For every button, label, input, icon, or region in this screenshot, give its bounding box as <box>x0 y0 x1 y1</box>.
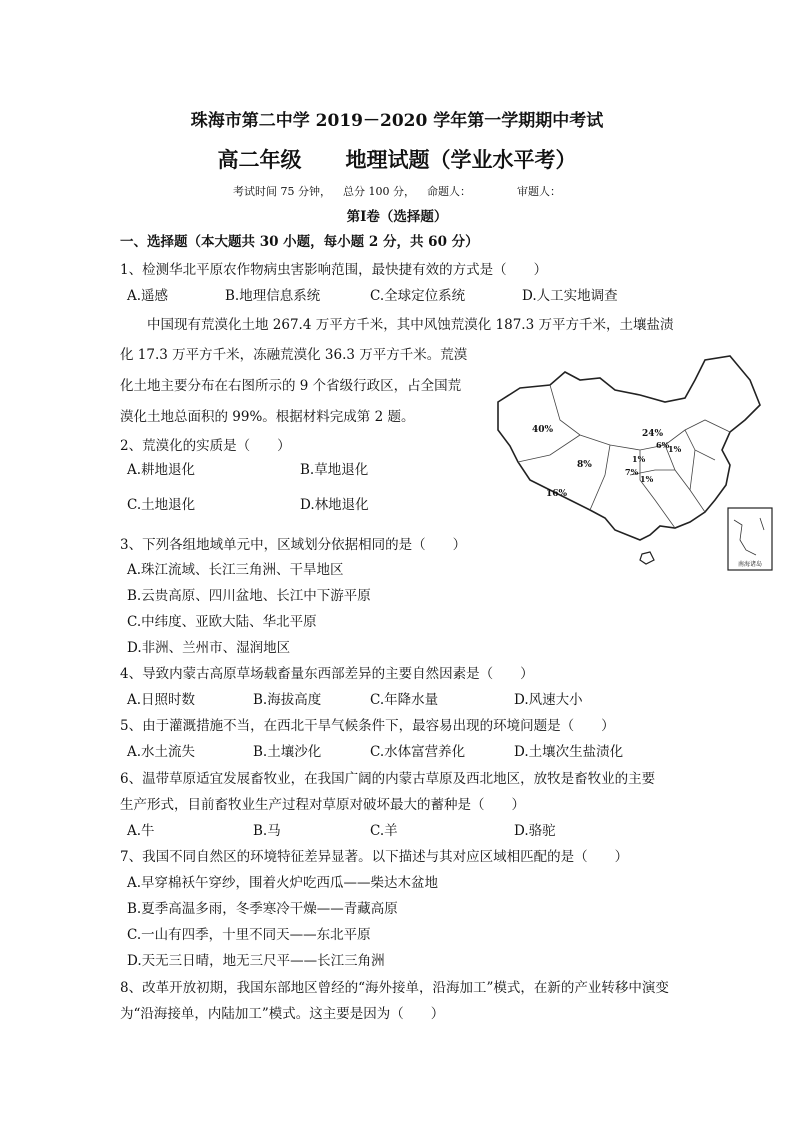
exam-title <box>0 144 794 174</box>
question-1-stem: 1、检测华北平原农作物病虫害影响范围，最快捷有效的方式是（ ） <box>120 262 548 278</box>
q5-option-b[interactable]: B.土壤沙化 <box>253 744 322 760</box>
inset-label: 南海诸岛 <box>737 561 763 568</box>
q3-option-c[interactable]: C.中纬度、亚欧大陆、华北平原 <box>127 614 317 630</box>
q2-option-c[interactable]: C.土地退化 <box>127 497 196 513</box>
q4-option-c[interactable]: C.年降水量 <box>370 692 439 708</box>
map-label-shaanxi: 1% <box>640 474 654 484</box>
question-8-stem-line-2: 为“沿海接单，内陆加工”模式。这主要是因为（ ） <box>120 1006 445 1022</box>
q1-option-a[interactable]: A.遥感 <box>127 288 169 304</box>
material-line-4: 漠化土地总面积的 99%。根据材料完成第 2 题。 <box>120 409 415 425</box>
map-label-qinghai: 8% <box>577 460 592 470</box>
question-8-stem-line-1: 8、改革开放初期，我国东部地区曾经的“海外接单，沿海加工”模式，在新的产业转移中演变 <box>120 980 669 996</box>
school-title: 珠海市第二中学 2019－2020 学年第一学期期中考试 <box>190 111 604 131</box>
map-label-shanxi: 6% <box>656 440 670 450</box>
q5-option-a[interactable]: A.水土流失 <box>127 744 196 760</box>
map-label-hebei: 1% <box>668 444 682 454</box>
material-line-2: 化 17.3 万平方千米，冻融荒漠化 36.3 万平方千米。荒漠 <box>120 347 468 363</box>
question-2-stem: 2、荒漠化的实质是（ ） <box>120 438 291 454</box>
volume-title: 第Ⅰ卷（选择题） <box>346 209 448 225</box>
map-label-gansu: 1% <box>632 454 646 464</box>
q1-option-b[interactable]: B.地理信息系统 <box>225 288 321 304</box>
map-label-neimenggu: 24% <box>642 429 664 439</box>
map-label-xizang: 16% <box>546 489 568 499</box>
setter-label: 命题人： <box>427 185 471 198</box>
q6-option-c[interactable]: C.羊 <box>370 823 398 839</box>
material-line-3: 化土地主要分布在右图所示的 9 个省级行政区，占全国荒 <box>120 378 462 394</box>
subject-label: 地理试题（学业水平考） <box>345 147 577 172</box>
exam-info <box>0 183 794 199</box>
section-heading: 一、选择题（本大题共 30 小题，每小题 2 分，共 60 分） <box>120 234 479 250</box>
q6-option-b[interactable]: B.马 <box>253 823 281 839</box>
q5-option-c[interactable]: C.水体富营养化 <box>370 744 466 760</box>
province-borders <box>518 385 730 528</box>
q6-option-d[interactable]: D.骆驼 <box>514 823 556 839</box>
question-6-stem-line-2: 生产形式，目前畜牧业生产过程对草原对破坏最大的蓄种是（ ） <box>120 797 525 813</box>
hainan-island <box>640 552 654 564</box>
q7-option-b[interactable]: B.夏季高温多雨，冬季寒冷干燥——青藏高原 <box>127 901 398 917</box>
q7-option-d[interactable]: D.天无三日晴，地无三尺平——长江三角洲 <box>127 953 385 969</box>
grade-label: 高二年级 <box>217 147 302 172</box>
q1-option-d[interactable]: D.人工实地调查 <box>522 288 618 304</box>
q2-option-b[interactable]: B.草地退化 <box>300 462 369 478</box>
q3-option-b[interactable]: B.云贵高原、四川盆地、长江中下游平原 <box>127 588 371 604</box>
q7-option-c[interactable]: C.一山有四季，十里不同天——东北平原 <box>127 927 371 943</box>
reviewer-label: 审题人： <box>517 185 561 198</box>
exam-time: 考试时间 75 分钟， <box>233 185 331 198</box>
q4-option-b[interactable]: B.海拔高度 <box>253 692 322 708</box>
q5-option-d[interactable]: D.土壤次生盐渍化 <box>514 744 624 760</box>
q7-option-a[interactable]: A.早穿棉袄午穿纱，围着火炉吃西瓜——柴达木盆地 <box>127 875 439 891</box>
question-4-stem: 4、导致内蒙古高原草场载畜量东西部差异的主要自然因素是（ ） <box>120 666 534 682</box>
material-line-1: 中国现有荒漠化土地 267.4 万平方千米，其中风蚀荒漠化 187.3 万平方千米，土壤盐渍 <box>147 317 674 333</box>
total-score: 总分 100 分， <box>343 185 415 198</box>
question-6-stem-line-1: 6、温带草原适宜发展畜牧业，在我国广阔的内蒙古草原及西北地区，放牧是畜牧业的主要 <box>120 771 656 787</box>
q6-option-a[interactable]: A.牛 <box>127 823 155 839</box>
china-desertification-map <box>490 350 780 580</box>
q2-option-d[interactable]: D.林地退化 <box>300 497 369 513</box>
question-3-stem: 3、下列各组地域单元中，区域划分依据相同的是（ ） <box>120 537 467 553</box>
question-5-stem: 5、由于灌溉措施不当，在西北干旱气候条件下，最容易出现的环境问题是（ ） <box>120 718 615 734</box>
q3-option-a[interactable]: A.珠江流域、长江三角洲、干旱地区 <box>127 562 344 578</box>
map-label-xinjiang: 40% <box>532 425 554 435</box>
q4-option-a[interactable]: A.日照时数 <box>127 692 196 708</box>
map-label-ningxia: 7% <box>625 467 639 477</box>
q3-option-d[interactable]: D.非洲、兰州市、湿润地区 <box>127 640 291 656</box>
q4-option-d[interactable]: D.风速大小 <box>514 692 583 708</box>
q1-option-c[interactable]: C.全球定位系统 <box>370 288 466 304</box>
question-7-stem: 7、我国不同自然区的环境特征差异显著。以下描述与其对应区域相匹配的是（ ） <box>120 849 629 865</box>
q2-option-a[interactable]: A.耕地退化 <box>127 462 196 478</box>
